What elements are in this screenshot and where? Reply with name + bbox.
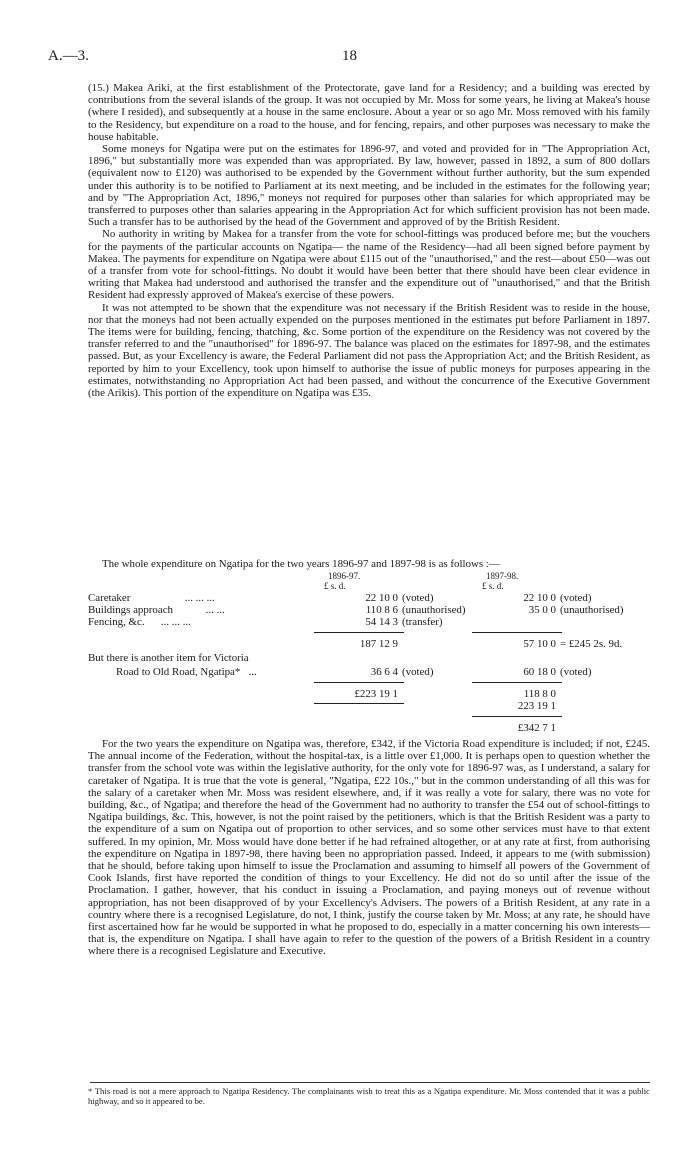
victoria-amount-1897: 60 18 0 [523, 666, 556, 678]
rule-total-1897 [472, 682, 562, 683]
paragraph-no-authority: No authority in writing by Makea for a transfer from the vote for school-fittings was produced before me; but the vouchers for the payments of the particular accounts on Ngatipa— the name of the Residency—had all been signed before payment by Makea. The payments for expenditure on Ngatipa were about £115 out of the "unauthorised," and the rest—about £50—was out of a transfer from vote for school-fittings. No doubt it would have been better that there should have been clear evidence in writing that Makea had understood and authorised the transfer and the expenditure out of "unauthorised," and that the British Resident had expressly approved of Makea's exercise of these powers. [88, 228, 650, 302]
row-label: Fencing, &c. ... ... ... [88, 616, 191, 628]
sum-row [88, 700, 650, 712]
currency-heads-1: £ s. d. [324, 581, 346, 591]
victoria-row [88, 666, 650, 678]
subtotal-row [88, 638, 650, 650]
table-row [88, 616, 650, 628]
rule-subtotal-1896 [314, 632, 404, 633]
victoria-note-1896: (voted) [402, 666, 434, 678]
year-heading-1897: 1897-98. [486, 571, 519, 581]
year-heading-1896: 1896-97. [328, 571, 361, 581]
row-label: Buildings approach ... ... [88, 604, 225, 616]
page-number: 18 [342, 48, 357, 64]
paragraph-not-attempted: It was not attempted to be shown that the expenditure was not necessary if the British Resident was to reside in the house, nor that the moneys had not been actually expended on the purposes mentioned in the estimates put before Parliament in 1897. The items were for building, fencing, thatching, &c. Some portion of the expenditure on the Residency was not covered by the transfer referred to and the "unauthorised" for 1896-97. The balance was placed on the estimates for 1897-98, and the estimates passed. But, as your Excellency is aware, the Federal Parliament did not pass the Appropriation Act; and the British Resident, as reported by him to your Excellency, took upon himself to authorise the issue of public moneys for purposes appearing in the estimates, notwithstanding no Appropriation Act had been passed, and without the concurrence of the Executive Government (the Arikis). This portion of the expenditure on Ngatipa was £35. [88, 301, 650, 400]
victoria-amount-1896: 36 6 4 [370, 666, 398, 678]
footnote: * This road is not a mere approach to Ngatipa Residency. The complainants wish to treat this as a Ngatipa expenditure. Mr. Moss contended that it was a public highway, and so it appeared to be. [88, 1086, 650, 1107]
sum-line-a: 118 8 0 [523, 688, 556, 700]
sum-line-b: 223 19 1 [517, 700, 556, 712]
currency-heads-2: £ s. d. [482, 581, 504, 591]
rule-total-1896 [314, 682, 404, 683]
paragraph-residency-land: (15.) Makea Ariki, at the first establishment of the Protectorate, gave land for a Residency; and a building was erected by contributions from the several islands of the group. It was not occupied by Mr. Moss for some years, he living at Makea's house (where I resided), and subsequently at a house in the same enclosure. About a year or so ago Mr. Moss removed with his family to the Residency, but expenditure on a road to the house, and for fencing, repairs, and other purposes was necessary to make the house habitable. [88, 82, 650, 143]
subtotal-combined: = £245 2s. 9d. [560, 638, 623, 650]
amount-1897: 35 0 0 [528, 604, 556, 616]
note-1896: (transfer) [402, 616, 443, 628]
paragraph-two-years: For the two years the expenditure on Ngatipa was, therefore, £342, if the Victoria Road expenditure is included; if not, £245. The annual income of the Federation, without the hospital-tax, is a little over £1,000. It is perhaps open to question whether the transfer from the school vote was within the legislative authority, for the only vote for 1896-97 was, as I understand, a salary for caretaker of Ngatipa. It is true that the vote is general, "Ngatipa, £22 10s.," but in the common understanding of all this was for the salary of a caretaker when Mr. Moss was resident elsewhere, and, if it was really a vote for salary, there was no vote for building, &c., of Ngatipa; and therefore the head of the Government had no authority to transfer the £54 out of school-fittings to Ngatipa buildings, &c. This, however, is not the point raised by the petitioners, which is that the British Resident was a party to the expenditure of a sum on Ngatipa out of proportion to other services, and so some other services must have to that extent suffered. In my opinion, Mr. Moss would have done better if he had refrained altogether, or at any rate at first, from authorising the expenditure on Ngatipa in 1897-98, there having been no appropriation passed. Indeed, it appears to me (with submission) that he should, before taking upon himself to issue the Proclamation and assuming to himself all powers of the Government of Cook Islands, first have reported the condition of things to your Excellency. He did not do so until after the issue of the Proclamation. I gather, however, that his conduct in issuing a Proclamation, and paying moneys out of revenue without appropriation, has not been disapproved of by your Excellency's Advisers. The powers of a British Resident, at any rate in a country where there is a recognised Legislature, do not, I think, justify the course taken by Mr. Moss; at any rate, he should have first ascertained how far he would be supported in what he proposed to do, especially in a matter concerning his own interests—that is, the expenditure on Ngatipa. I shall have again to refer to the question of the powers of a British Resident in a country where there is a recognised Legislature and Executive. [88, 738, 650, 958]
amount-1897: 22 10 0 [523, 592, 556, 604]
subtotal-1897: 57 10 0 [523, 638, 556, 650]
victoria-label-line1: But there is another item for Victoria [88, 652, 249, 664]
rule-grand-total [472, 716, 562, 717]
grand-total-row [88, 722, 650, 734]
note-1896: (unauthorised) [402, 604, 466, 616]
victoria-label-line2: Road to Old Road, Ngatipa* ... [116, 666, 257, 678]
subtotal-1896: 187 12 9 [359, 638, 398, 650]
total-row [88, 688, 650, 700]
row-label: Caretaker ... ... ... [88, 592, 215, 604]
grand-total: £342 7 1 [517, 722, 556, 734]
table-row [88, 592, 650, 604]
series-reference: A.—3. [48, 48, 89, 64]
note-1896: (voted) [402, 592, 434, 604]
footnote-rule [90, 1082, 650, 1083]
report-body-bottom [88, 738, 650, 958]
amount-1896: 22 10 0 [365, 592, 398, 604]
report-body-top [88, 82, 650, 399]
victoria-note-1897: (voted) [560, 666, 592, 678]
amount-1896: 110 8 6 [365, 604, 398, 616]
note-1897: (unauthorised) [560, 604, 624, 616]
victoria-label-row [88, 652, 650, 664]
rule-subtotal-1897 [472, 632, 562, 633]
paragraph-moneys-ngatipa: Some moneys for Ngatipa were put on the estimates for 1896-97, and voted and provided for in "The Appropriation Act, 1896," but substantially more was expended than was appropriated. By law, however, passed in 1892, a sum of 800 dollars (equivalent now to £120) was authorised to be expended by the Government without further authority, but the sum expended under this authority is to be notified to Parliament at its next meeting, and be included in the estimates for the following year; and by "The Appropriation Act, 1896," moneys not required for purposes other than salaries for which appropriated may be transferred to purposes other than salaries appearing in the Appropriation Act for which sufficient provision has not been made. Such a transfer has to be authorised by the head of the Government and approved of by the British Resident. [88, 143, 650, 229]
amount-1896: 54 14 3 [365, 616, 398, 628]
table-row [88, 604, 650, 616]
total-1896: £223 19 1 [354, 688, 398, 700]
table-intro: The whole expenditure on Ngatipa for the two years 1896-97 and 1897-98 is as follows :— [102, 558, 500, 570]
note-1897: (voted) [560, 592, 592, 604]
